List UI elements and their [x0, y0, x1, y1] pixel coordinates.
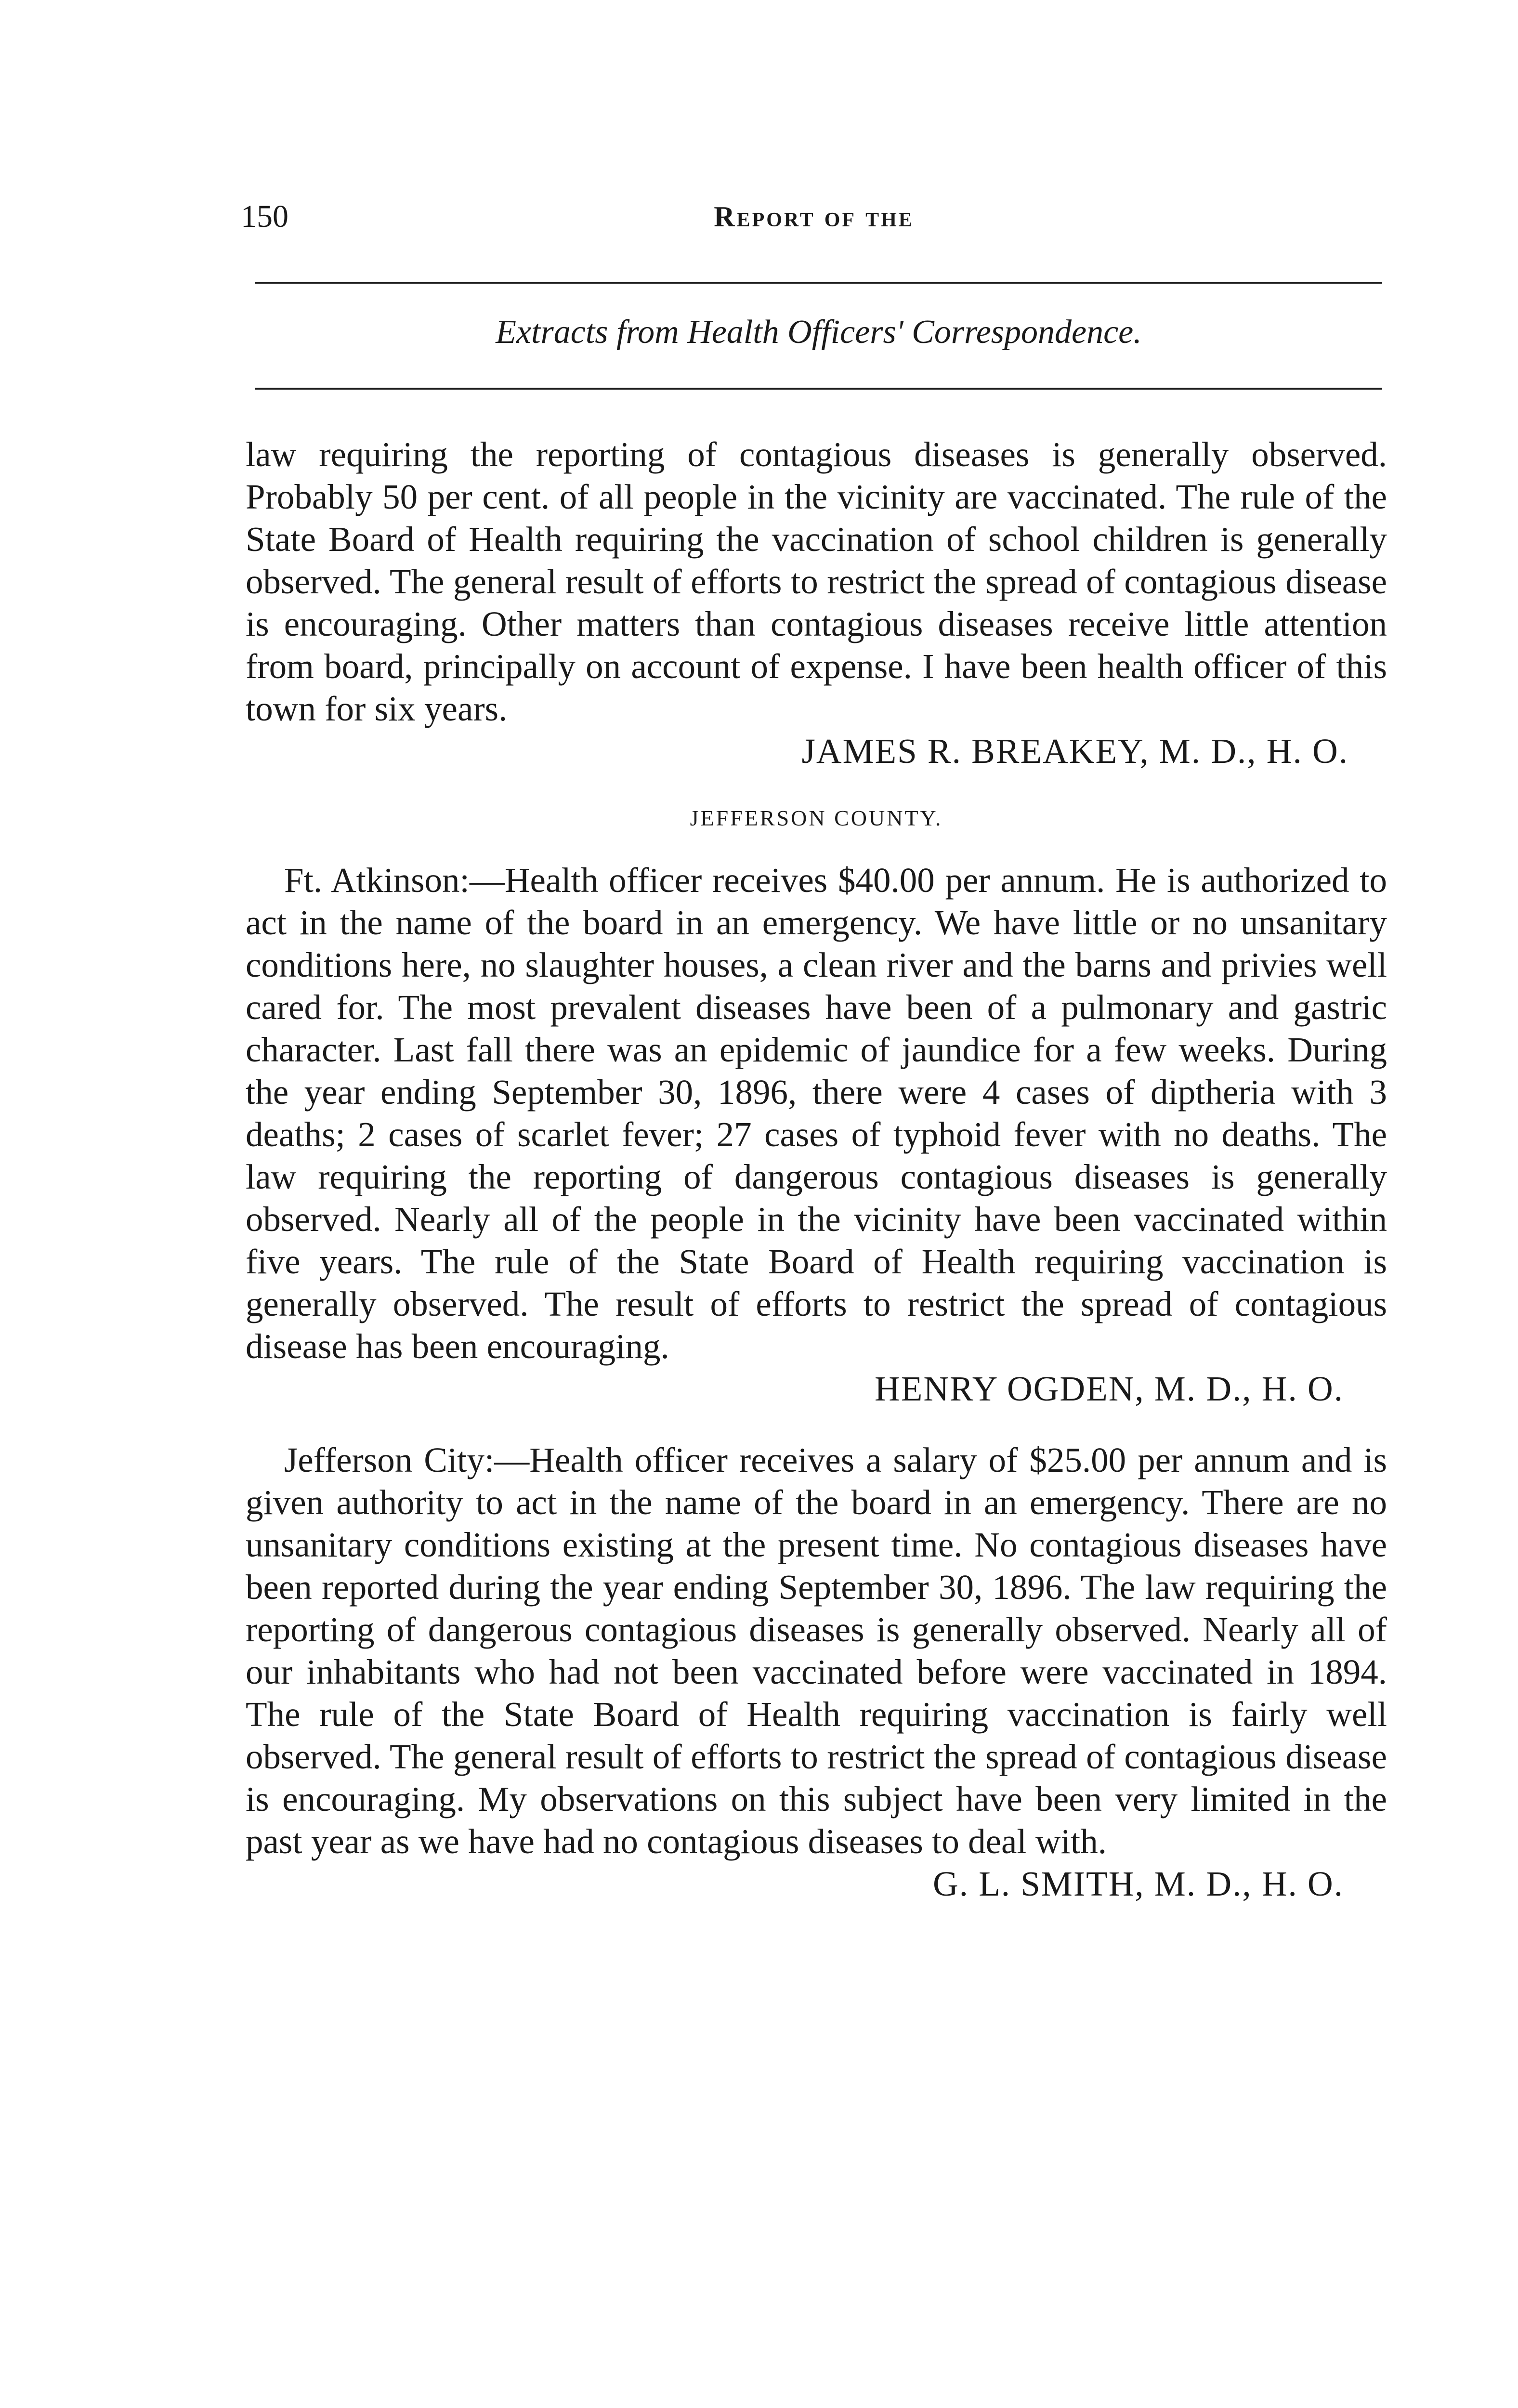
signature-breakey: JAMES R. BREAKEY, M. D., H. O.	[801, 732, 1348, 771]
paragraph-gap	[246, 1410, 1387, 1439]
paragraph-continuation: law requiring the reporting of contagious diseases is generally observed. Probably 50 per cent. of all people in the vicinity are vaccinated. The rule of the State Board of Health requiring the vaccination of school children is generally observed. The general result of efforts to restrict the spread of contagious disease is encouraging. Other matters than contagious diseases receive little attention from board, principally on account of expense. I have been health officer of this town for six years.	[246, 435, 1387, 728]
page-number: 150	[241, 199, 288, 234]
page-header	[241, 193, 1387, 241]
body-text	[246, 433, 1387, 1905]
signature-smith: G. L. SMITH, M. D., H. O.	[933, 1864, 1344, 1903]
top-rule	[255, 282, 1382, 284]
running-head: Report of the	[714, 201, 914, 233]
section-title: Extracts from Health Officers' Correspondence.	[496, 314, 1142, 351]
paragraph-jefferson-city: Jefferson City:—Health officer receives a salary of $25.00 per annum and is given authority to act in the name of the board in an emergency. There are no unsanitary conditions existing at the present time. No contagious diseases have been reported during the year ending September 30, 1896. The law requiring the reporting of dangerous contagious diseases is generally observed. Nearly all of our inhabitants who had not been vaccinated before were vaccinated in 1894. The rule of the State Board of Health requiring vaccination is fairly well observed. The general result of efforts to restrict the spread of contagious disease is encouraging. My observations on this subject have been very limited in the past year as we have had no contagious diseases to deal with.	[246, 1440, 1387, 1861]
paragraph-ft-atkinson: Ft. Atkinson:—Health officer receives $40.00 per annum. He is authorized to act in the name of the board in an emergency. We have little or no unsanitary conditions here, no slaughter houses, a clean river and the barns and privies well cared for. The most prevalent diseases have been of a pulmonary and gastric character. Last fall there was an epidemic of jaundice for a few weeks. During the year ending September 30, 1896, there were 4 cases of diptheria with 3 deaths; 2 cases of scarlet fever; 27 cases of typhoid fever with no deaths. The law requiring the reporting of dangerous contagious diseases is generally observed. Nearly all of the people in the vicinity have been vaccinated within five years. The rule of the State Board of Health requiring vaccination is generally observed. The result of efforts to restrict the spread of contagious disease has been encouraging.	[246, 861, 1387, 1366]
bottom-rule	[255, 388, 1382, 390]
county-heading: JEFFERSON COUNTY.	[690, 806, 943, 830]
signature-ogden: HENRY OGDEN, M. D., H. O.	[875, 1369, 1344, 1408]
